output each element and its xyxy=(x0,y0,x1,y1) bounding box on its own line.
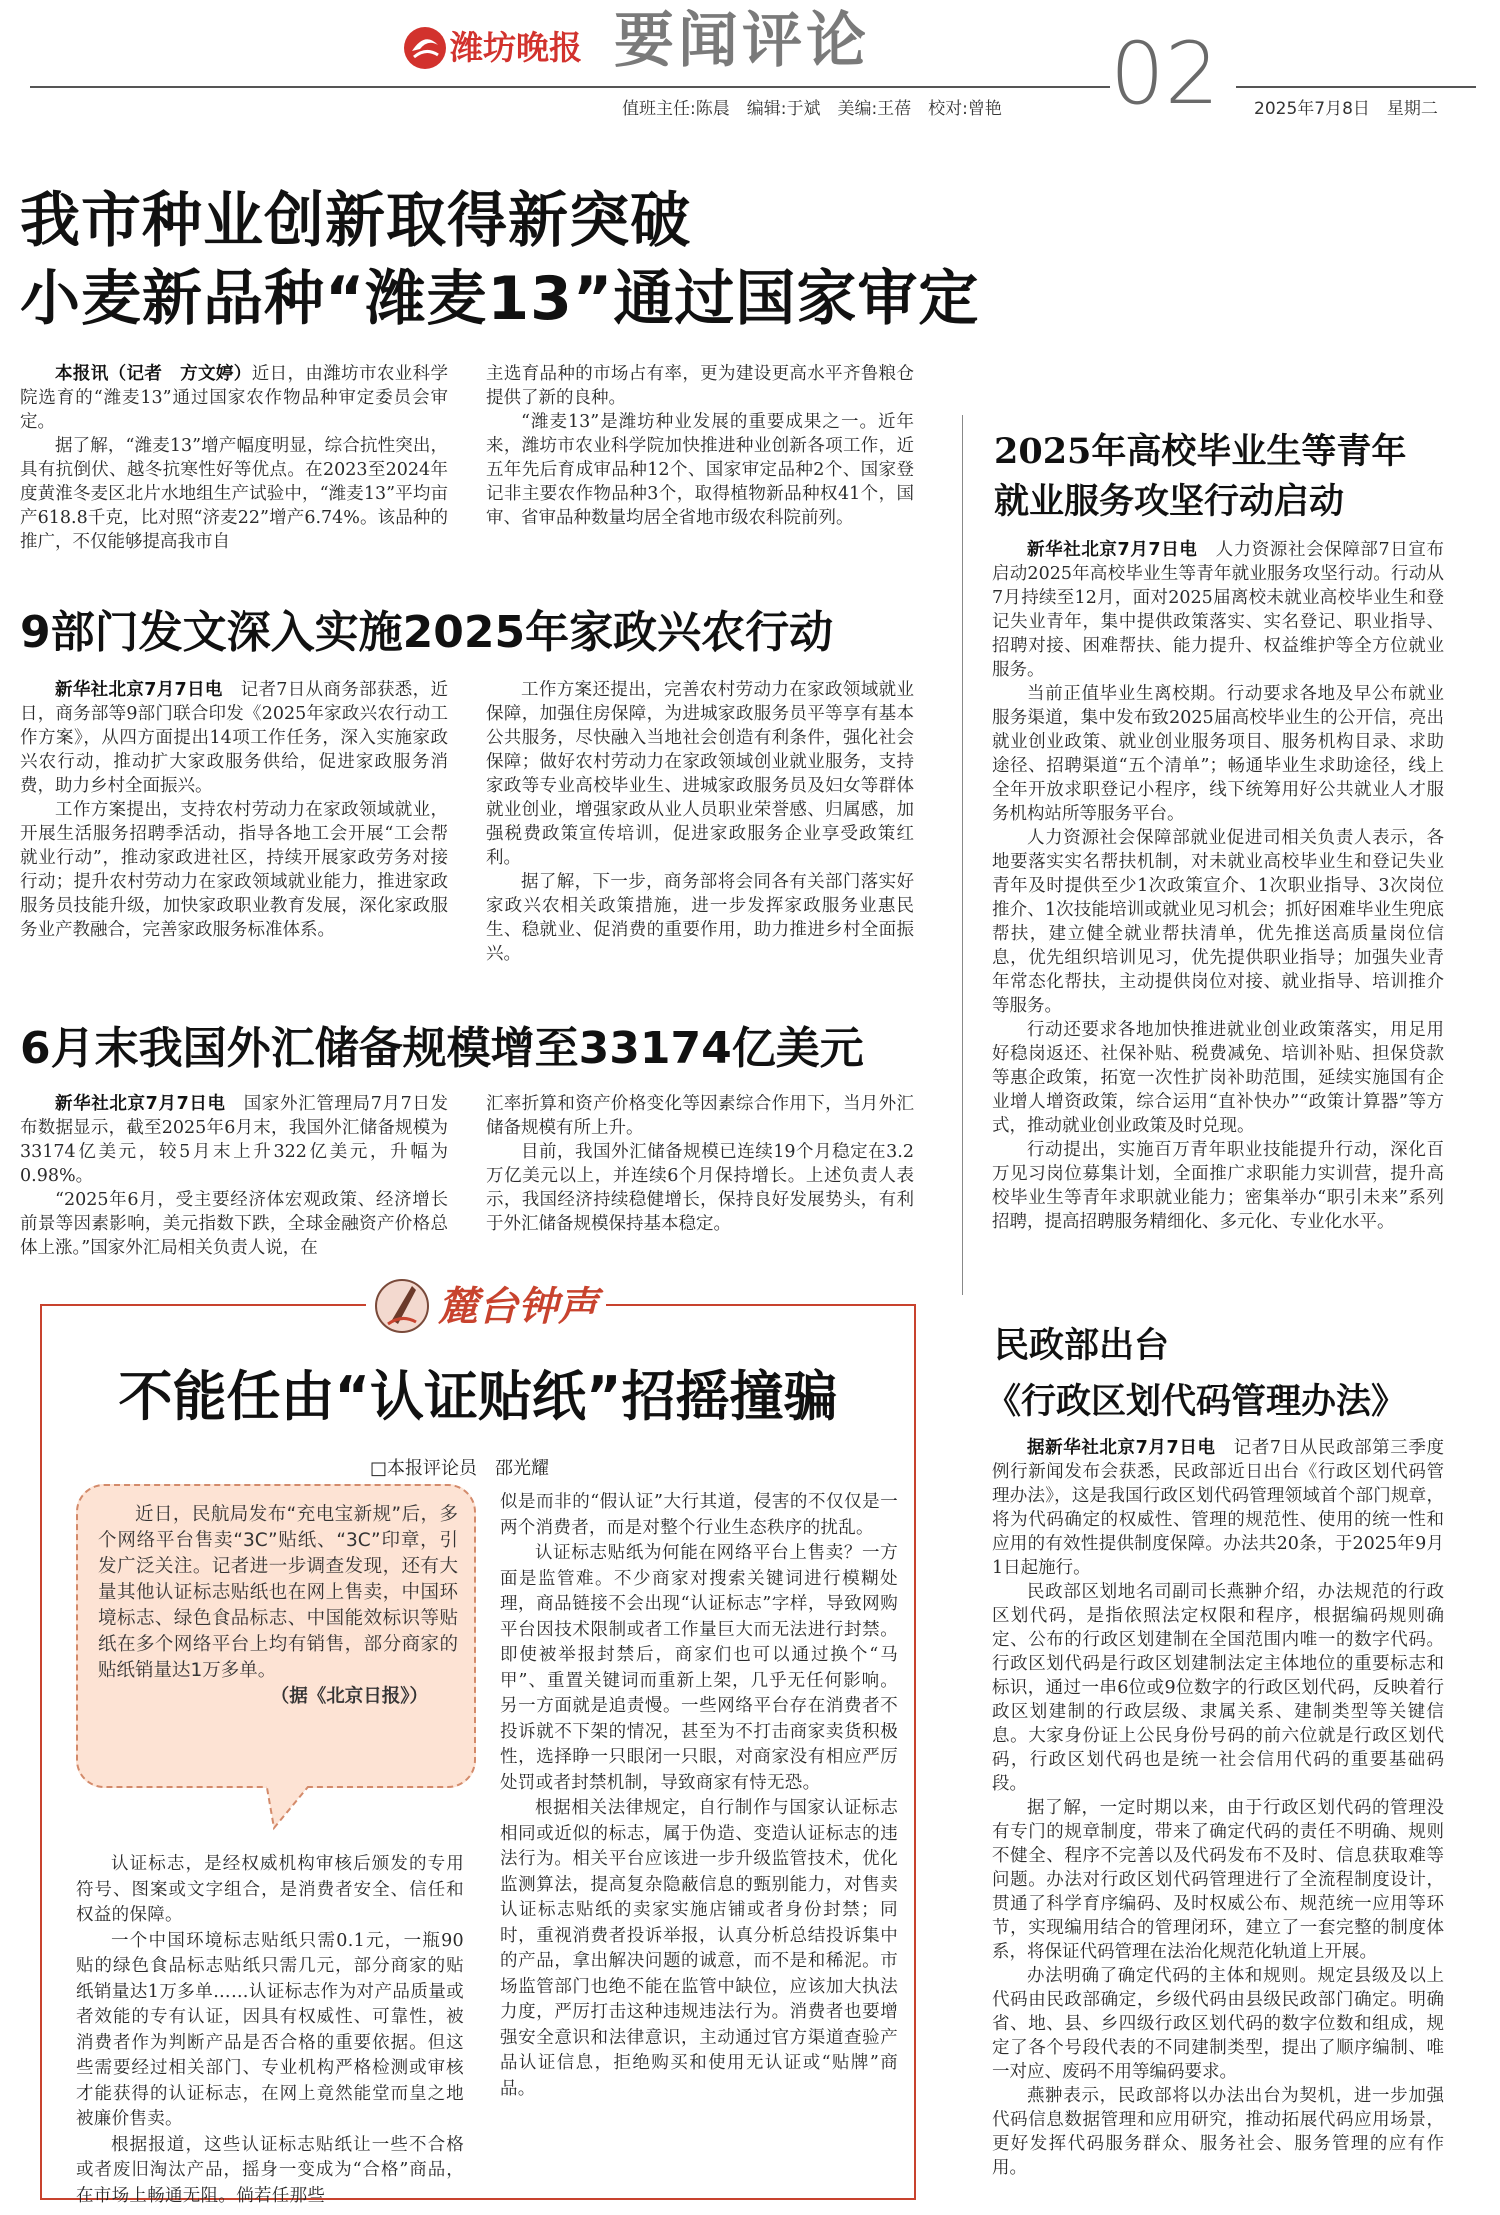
lead-col2-text: 主选育品种的市场占有率，更为建设更高水平齐鲁粮仓提供了新的良种。 xyxy=(486,364,914,408)
employment-p3: 人力资源社会保障部就业促进司相关负责人表示，各地要落实实名帮扶机制，对未就业高校毕业生和登记失业青年及时提供至少1次政策宣介、1次职业指导、3次岗位推介、1次技能培训或就业见习机会；抓好困难毕业生兜底帮扶，建立健全就业帮扶清单，优先推送高质量岗位信息，优先组织培训见习，优先提供职业指导；加强失业青年常态化帮扶，主动提供岗位对接、就业指导、培训推介等服务。 xyxy=(992,828,1444,1016)
jiazheng-col-2 xyxy=(486,678,914,966)
quote-body: 近日，民航局发布“充电宝新规”后，多个网络平台售卖“3C”贴纸、“3C”印章，引发广泛关注。记者进一步调查发现，还有大量其他认证标志贴纸也在网上售卖，中国环境标志、绿色食品标志、中国能效标识等贴纸在多个网络平台上均有销售，部分商家的贴纸销量达1万多单。 xyxy=(98,1504,458,1681)
masthead xyxy=(0,0,1500,128)
logo-swirl-icon xyxy=(402,25,448,71)
paper-name: 潍坊晚报 xyxy=(450,28,582,67)
forex-col-2 xyxy=(486,1092,914,1236)
lead-headline-1: 我市种业创新取得新突破 xyxy=(20,186,691,256)
column-divider xyxy=(962,415,963,1295)
commentary-left-p2: 一个中国环境标志贴纸只需0.1元，一瓶90贴的绿色食品标志贴纸只需几元，部分商家的贴纸销量达1万多单……认证标志作为对产品质量或者效能的专有认证，因具有权威性、可靠性，被消费者作为判断产品是否合格的重要依据。但这些需要经过相关部门、专业机构严格检测或审核才能获得的认证标志，在网上竟然能堂而皇之地被廉价售卖。 xyxy=(76,1930,464,2129)
jiazheng-col2-p2: 据了解，下一步，商务部将会同各有关部门落实好家政兴农相关政策措施，进一步发挥家政服务业惠民生、稳就业、促消费的重要作用，助力推进乡村全面振兴。 xyxy=(486,872,914,964)
bell-pen-icon xyxy=(370,1274,434,1338)
jiazheng-headline: 9部门发文深入实施2025年家政兴农行动 xyxy=(20,607,834,658)
civil-p2: 民政部区划地名司副司长燕翀介绍，办法规范的行政区划代码，是指依照法定权限和程序，根据编码规则确定、公布的行政区划建制在全国范围内唯一的数字代码。行政区划代码是行政区划建制法定主体地位的重要标志和标识，通过一串6位或9位数字的行政区划代码，反映着行政区划建制的行政层级、隶属关系、建制类型等关键信息。大家身份证上公民身份号码的前六位就是行政区划代码，行政区划代码也是统一社会信用代码的重要基础码段。 xyxy=(992,1582,1444,1794)
civil-dateline: 据新华社北京7月7日电 xyxy=(1027,1438,1216,1458)
jiazheng-col1-p2: 工作方案提出，支持农村劳动力在家政领域就业，开展生活服务招聘季活动，指导各地工会开展“工会帮就业行动”，推动家政进社区，持续开展家政劳务对接行动；提升农村劳动力在家政领域就业能力，推进家政服务员技能升级，加快家政职业教育发展，深化家政服务业产教融合，完善家政服务标准体系。 xyxy=(20,800,448,940)
employment-p1: 人力资源社会保障部7日宣布启动2025年高校毕业生等青年就业服务攻坚行动。行动从7月持续至12月，面对2025届离校未就业高校毕业生和登记失业青年，集中提供政策落实、实名登记、职业指导、招聘对接、困难帮扶、能力提升、权益维护等全方位就业服务。 xyxy=(992,540,1445,680)
lead-col-1 xyxy=(20,362,448,554)
masthead-rule xyxy=(30,86,1110,88)
commentary-left-col xyxy=(76,1852,464,2209)
commentary-column-name: 麓台钟声 xyxy=(438,1283,598,1330)
commentary-right-p2: 认证标志贴纸为何能在网络平台上售卖？一方面是监管难。不少商家对搜索关键词进行模糊处理，商品链接不会出现“认证标志”字样，导致网购平台因技术限制或者工作量巨大而无法进行封禁。即使被举报封禁后，商家们也可以通过换个“马甲”、重置关键词而重新上架，几乎无任何影响。另一方面就是追责慢。一些网络平台存在消费者不投诉就不下架的情况，甚至为不打击商家卖货积极性，选择睁一只眼闭一只眼，对商家没有相应严厉处罚或者封禁机制，导致商家有恃无恐。 xyxy=(500,1543,898,1793)
forex-dateline: 新华社北京7月7日电 xyxy=(55,1094,226,1114)
lead-dateline: 本报讯（记者 方文婷） xyxy=(55,364,252,384)
commentary-headline: 不能任由“认证贴纸”招摇撞骗 xyxy=(118,1365,838,1428)
lead-col-2 xyxy=(486,362,914,530)
forex-col2-text: 汇率折算和资产价格变化等因素综合作用下，当月外汇储备规模有所上升。 xyxy=(486,1094,914,1138)
editor-credits: 值班主任:陈晨 编辑:于斌 美编:王蓓 校对:曾艳 xyxy=(622,99,1002,119)
employment-p5: 行动提出，实施百万青年职业技能提升行动，深化百万见习岗位募集计划，全面推广求职能力实训营，提升高校毕业生等青年求职就业能力；密集举办“职引未来”系列招聘，提高招聘服务精细化、多元化、专业化水平。 xyxy=(992,1140,1444,1232)
forex-col-1 xyxy=(20,1092,448,1260)
employment-body xyxy=(992,538,1444,1234)
commentary-byline: □本报评论员 邵光耀 xyxy=(370,1458,550,1479)
lead-col1-p2: 据了解，“潍麦13”增产幅度明显，综合抗性突出，具有抗倒伏、越冬抗寒性好等优点。在2023至2024年度黄淮冬麦区北片水地组生产试验中，“潍麦13”平均亩产618.8千克，比对照“济麦22”增产6.74%。该品种的推广，不仅能够提高我市自 xyxy=(20,436,448,552)
quote-source: （据《北京日报》） xyxy=(270,1686,428,1707)
civil-p5: 燕翀表示，民政部将以办法出台为契机，进一步加强代码信息数据管理和应用研究，推动拓展代码应用场景，更好发挥代码服务群众、服务社会、服务管理的应有作用。 xyxy=(992,2086,1444,2178)
employment-p2: 当前正值毕业生离校期。行动要求各地及早公布就业服务渠道，集中发布致2025届高校毕业生的公开信，亮出就业创业政策、就业创业服务项目、服务机构目录、求助途径、招聘渠道“五个清单”；畅通毕业生求助途径，线上全年开放求职登记小程序，线下统筹用好公共就业人才服务机构站所等服务平台。 xyxy=(992,684,1444,824)
paper-logo xyxy=(402,24,608,72)
civil-p4: 办法明确了确定代码的主体和规则。规定县级及以上代码由民政部确定，乡级代码由县级民政部门确定。明确省、地、县、乡四级行政区划代码的数字位数和组成，规定了各个号段代表的不同建制类型，提出了顺序编制、唯一对应、废码不用等编码要求。 xyxy=(992,1966,1444,2082)
commentary-left-p3: 根据报道，这些认证标志贴纸让一些不合格或者废旧淘汰产品，摇身一变成为“合格”商品，在市场上畅通无阻。倘若任那些 xyxy=(76,2134,464,2206)
civil-p3: 据了解，一定时期以来，由于行政区划代码的管理没有专门的规章制度，带来了确定代码的责任不明确、规则不健全、程序不完善以及代码发布不及时、信息获取难等问题。办法对行政区划代码管理进行了全流程制度设计，贯通了科学育序编码、及时权威公布、规范统一应用等环节，实现编用结合的管理闭环，建立了一套完整的制度体系，将保证代码管理在法治化规范化轨道上开展。 xyxy=(992,1798,1444,1962)
lead-col2-p2: “潍麦13”是潍坊种业发展的重要成果之一。近年来，潍坊市农业科学院加快推进种业创新各项工作，近五年先后育成审品种12个、国家审定品种2个、国家登记非主要农作物品种3个，取得植物新品种权41个，国审、省审品种数量均居全省地市级农科院前列。 xyxy=(486,412,914,528)
civil-headline-1: 民政部出台 xyxy=(994,1325,1170,1366)
forex-col2-p2: 目前，我国外汇储备规模已连续19个月稳定在3.2万亿美元以上，并连续6个月保持增长。上述负责人表示，我国经济持续稳健增长，保持良好发展势头，有利于外汇储备规模保持基本稳定。 xyxy=(486,1142,914,1234)
jiazheng-col-1 xyxy=(20,678,448,942)
section-title: 要闻评论 xyxy=(614,6,870,76)
lead-col1-text: 近日，由潍坊市农业科学院选育的“潍麦13”通过国家农作物品种审定委员会审定。 xyxy=(20,364,449,432)
forex-headline: 6月末我国外汇储备规模增至33174亿美元 xyxy=(20,1023,864,1074)
jiazheng-col1-text: 记者7日从商务部获悉，近日，商务部等9部门联合印发《2025年家政兴农行动工作方案》，从四方面提出14项工作任务，深入实施家政兴农行动，推动扩大家政服务供给，促进家政服务消费，助力乡村全面振兴。 xyxy=(20,680,448,796)
lead-headline-2: 小麦新品种“潍麦13”通过国家审定 xyxy=(20,264,980,334)
employment-headline-1: 2025年高校毕业生等青年 xyxy=(994,431,1407,472)
weekday-text: 星期二 xyxy=(1386,99,1438,119)
civil-headline-2: 《行政区划代码管理办法》 xyxy=(986,1381,1407,1422)
commentary-right-p1: 似是而非的“假认证”大行其道，侵害的不仅仅是一两个消费者，而是对整个行业生态秩序的扰乱。 xyxy=(500,1492,898,1538)
commentary-left-p1: 认证标志，是经权威机构审核后颁发的专用符号、图案或文字组合，是消费者安全、信任和权益的保障。 xyxy=(76,1854,464,1925)
masthead-rule-right xyxy=(1236,86,1476,88)
forex-col1-text: 国家外汇管理局7月7日发布数据显示，截至2025年6月末，我国外汇储备规模为33174亿美元，较5月末上升322亿美元，升幅为0.98%。 xyxy=(20,1094,448,1186)
issue-date xyxy=(1254,94,1438,119)
civil-p1: 记者7日从民政部第三季度例行新闻发布会获悉，民政部近日出台《行政区划代码管理办法》，这是我国行政区划代码管理领域首个部门规章，将为代码确定的权威性、管理的规范性、使用的统一性和应用的有效性提供制度保障。办法共20条，于2025年9月1日起施行。 xyxy=(992,1438,1445,1578)
quote-text xyxy=(98,1502,458,1710)
commentary-right-p3: 根据相关法律规定，自行制作与国家认证标志相同或近似的标志，属于伪造、变造认证标志的违法行为。相关平台应该进一步升级监管技术，优化监测算法，提高复杂隐蔽信息的甄别能力，对售卖认证标志贴纸的卖家实施店铺或者身份封禁；同时，重视消费者投诉举报，认真分析总结投诉集中的产品，拿出解决问题的诚意，而不是和稀泥。市场监管部门也绝不能在监管中缺位，应该加大执法力度，严厉打击这种违规违法行为。消费者也要增强安全意识和法律意识，主动通过官方渠道查验产品认证信息，拒绝购买和使用无认证或“贴牌”商品。 xyxy=(500,1798,898,2099)
quote-tail-icon xyxy=(264,1782,324,1832)
commentary-right-col xyxy=(500,1490,898,2102)
commentary-column-logo xyxy=(366,1270,606,1346)
jiazheng-col2-text: 工作方案还提出，完善农村劳动力在家政领域就业保障，加强住房保障，为进城家政服务员平等享有基本公共服务，尽快融入当地社会创造有利条件，强化社会保障；做好农村劳动力在家政领域创业就业服务，支持家政等专业高校毕业生、进城家政服务员及妇女等群体就业创业，增强家政从业人员职业荣誉感、归属感，加强税费政策宣传培训，促进家政服务企业享受政策红利。 xyxy=(486,680,914,868)
page-number: 02 xyxy=(1110,24,1220,124)
employment-headline-2: 就业服务攻坚行动启动 xyxy=(994,481,1345,522)
date-text: 2025年7月8日 xyxy=(1254,99,1370,119)
forex-col1-p2: “2025年6月，受主要经济体宏观政策、经济增长前景等因素影响，美元指数下跌，全球金融资产价格总体上涨。”国家外汇局相关负责人说，在 xyxy=(20,1190,448,1258)
jiazheng-dateline: 新华社北京7月7日电 xyxy=(55,680,223,700)
civil-body xyxy=(992,1436,1444,2180)
employment-p4: 行动还要求各地加快推进就业创业政策落实，用足用好稳岗返还、社保补贴、税费减免、培训补贴、担保贷款等惠企政策，拓宽一次性扩岗补助范围，延续实施国有企业增人增资政策，综合运用“直补快办”“政策计算器”等方式，推动就业创业政策及时兑现。 xyxy=(992,1020,1444,1136)
employment-dateline: 新华社北京7月7日电 xyxy=(1027,540,1198,560)
